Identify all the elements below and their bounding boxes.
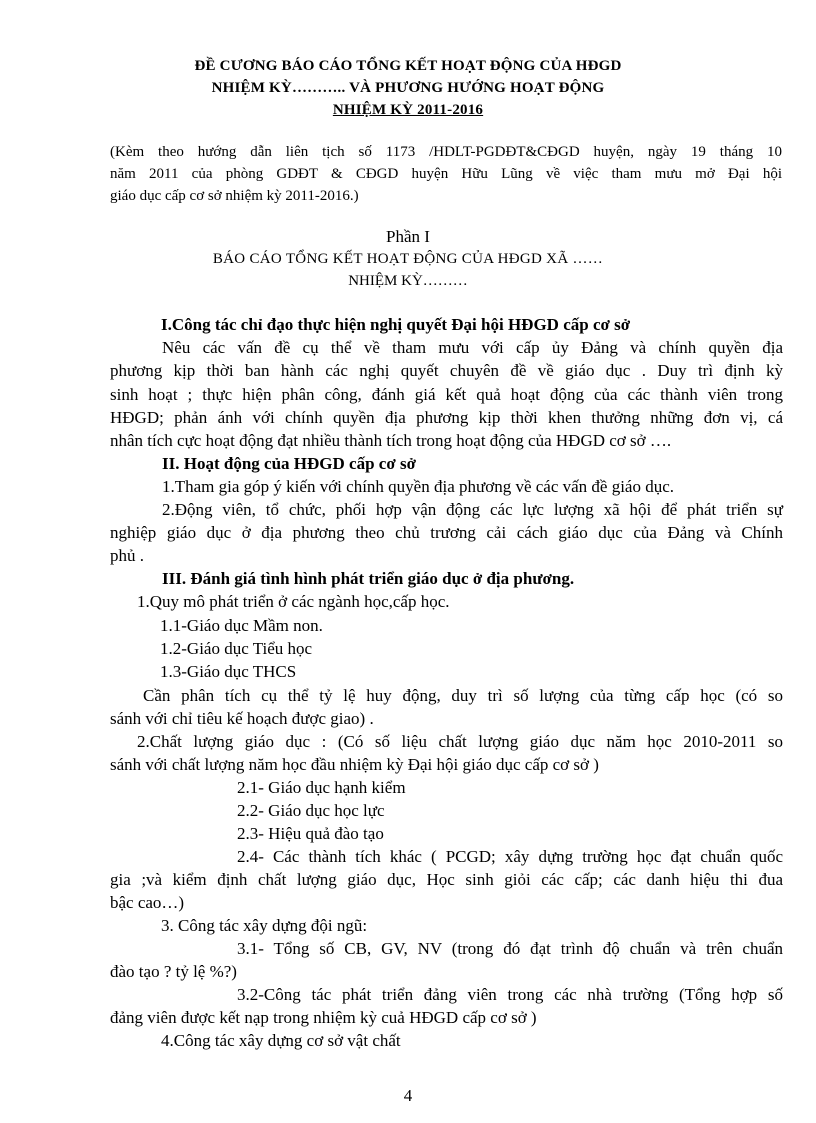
section-3-line-19: đảng viên được kết nạp trong nhiệm kỳ cuả HĐGD cấp cơ sở ) [110,1008,537,1027]
section-2-line-4: phủ . [110,546,144,565]
section-2-line-1: 1.Tham gia góp ý kiến với chính quyền địa phương về các vấn đề giáo dục. [162,477,675,496]
section-3-line-5: Cần phân tích cụ thể tỷ lệ huy động, duy trì số lượng của từng cấp học (có so [143,686,783,705]
section-3-line-4: 1.3-Giáo dục THCS [160,662,297,681]
section-3-line-16: 3.1- Tổng số CB, GV, NV (trong đó đạt trình độ chuẩn và trên chuẩn [237,939,783,958]
doc-title-line-2: NHIỆM KỲ……….. VÀ PHƯƠNG HƯỚNG HOẠT ĐỘNG [211,80,605,96]
section-1-line-2: phương kịp thời ban hành các nghị quyết chuyên đề về giáo dục . Duy trì định kỳ [110,361,783,380]
part-title-2: NHIỆM KỲ……… [348,273,468,289]
section-2-line-2: 2.Động viên, tổ chức, phối hợp vận động các lực lượng xã hội để phát triển sự [162,500,783,519]
section-3-line-13: gia ;và kiểm định chất lượng giáo dục, Học sinh giỏi các cấp; các danh hiệu thi đua [110,870,783,889]
doc-title-line-1: ĐỀ CƯƠNG BÁO CÁO TỔNG KẾT HOẠT ĐỘNG CỦA HĐGD [194,58,622,74]
section-3-line-8: sánh với chất lượng năm học đầu nhiệm kỳ Đại hội giáo dục cấp cơ sở ) [110,755,599,774]
section-3-line-3: 1.2-Giáo dục Tiểu học [160,639,313,658]
section-3-line-11: 2.3- Hiệu quả đào tạo [237,824,384,843]
section-1-line-1: Nêu các vấn đề cụ thể về tham mưu với cấp ủy Đảng và chính quyền địa [162,338,783,357]
section-1-line-5: nhân tích cực hoạt động đạt nhiều thành tích trong hoạt động của HĐGD cơ sở …. [110,431,672,450]
section-3-line-1: 1.Quy mô phát triển ở các ngành học,cấp học. [137,592,450,611]
part-title-1: BÁO CÁO TỔNG KẾT HOẠT ĐỘNG CỦA HĐGD XÃ …… [212,251,604,267]
doc-title-line-3: NHIỆM KỲ 2011-2016 [332,102,484,118]
section-3-line-12: 2.4- Các thành tích khác ( PCGD; xây dựng trường học đạt chuẩn quốc [237,847,783,866]
section-3-line-7: 2.Chất lượng giáo dục : (Có số liệu chất lượng giáo dục năm học 2010-2011 so [137,732,783,751]
section-3-line-2: 1.1-Giáo dục Mầm non. [160,616,323,635]
section-3-line-9: 2.1- Giáo dục hạnh kiểm [237,778,406,797]
section-3-line-6: sánh với chỉ tiêu kế hoạch được giao) . [110,709,374,728]
section-3-line-20: 4.Công tác xây dựng cơ sở vật chất [161,1031,401,1050]
note-line-1: (Kèm theo hướng dẫn liên tịch số 1173 /HDLT-PGDĐT&CĐGD huyện, ngày 19 tháng 10 [110,144,782,160]
note-line-2: năm 2011 của phòng GDĐT & CĐGD huyện Hữu Lũng về việc tham mưu mở Đại hội [110,166,782,182]
page-number: 4 [403,1086,413,1105]
note-line-3: giáo dục cấp cơ sở nhiệm kỳ 2011-2016.) [110,188,359,204]
section-3-line-17: đào tạo ? tỷ lệ %?) [110,962,237,981]
part-label: Phần I [386,227,430,246]
section-3-line-14: bậc cao…) [110,893,185,912]
section-2-heading: II. Hoạt động của HĐGD cấp cơ sở [162,454,417,473]
section-3-line-15: 3. Công tác xây dựng đội ngũ: [161,916,368,935]
section-3-heading: III. Đánh giá tình hình phát triển giáo dục ở địa phương. [162,569,575,588]
section-1-line-4: HĐGD; phản ánh với chính quyền địa phương kịp thời khen thưởng những đơn vị, cá [110,408,783,427]
section-1-line-3: sinh hoạt ; thực hiện phân công, đánh giá kết quả hoạt động của các thành viên trong [110,385,783,404]
section-1-heading: I.Công tác chỉ đạo thực hiện nghị quyết Đại hội HĐGD cấp cơ sở [161,315,631,334]
section-3-line-18: 3.2-Công tác phát triển đảng viên trong các nhà trường (Tổng hợp số [237,985,783,1004]
doc-title-line-3-wrap [0,99,816,121]
section-3-line-10: 2.2- Giáo dục học lực [237,801,385,820]
section-2-line-3: nghiệp giáo dục ở địa phương theo chủ trương cải cách giáo dục của Đảng và Chính [110,523,783,542]
